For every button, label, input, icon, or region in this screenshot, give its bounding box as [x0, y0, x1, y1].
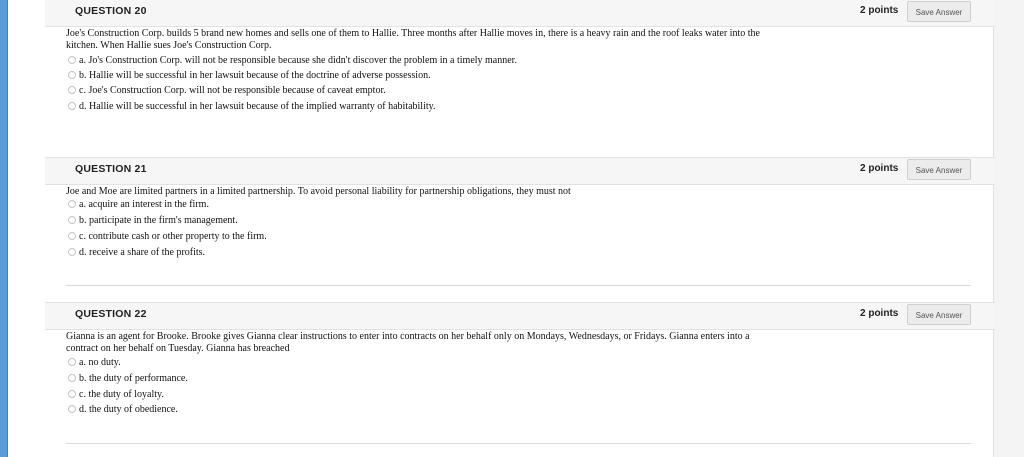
question-title: QUESTION 20: [75, 5, 147, 17]
right-scroll-area[interactable]: [993, 0, 1024, 457]
question-header: [45, 157, 995, 185]
option-label: a. no duty.: [79, 357, 121, 368]
answer-option-b[interactable]: [68, 69, 431, 83]
radio-button[interactable]: [68, 71, 76, 79]
radio-button[interactable]: [68, 358, 76, 366]
radio-button[interactable]: [68, 405, 76, 413]
radio-button[interactable]: [68, 374, 76, 382]
question-title: QUESTION 21: [75, 163, 147, 175]
question-header: [45, 302, 995, 330]
save-answer-button[interactable]: Save Answer: [907, 1, 971, 22]
radio-button[interactable]: [68, 56, 76, 64]
option-label: c. Joe's Construction Corp. will not be responsible because of caveat emptor.: [79, 85, 386, 96]
question-title: QUESTION 22: [75, 308, 147, 320]
option-label: a. Jo's Construction Corp. will not be responsible because she didn't discover the problem in a timely manner.: [79, 55, 517, 66]
answer-option-a[interactable]: [68, 356, 121, 370]
option-label: d. Hallie will be successful in her lawsuit because of the implied warranty of habitability.: [79, 101, 436, 112]
radio-button[interactable]: [68, 216, 76, 224]
radio-button[interactable]: [68, 200, 76, 208]
option-label: b. participate in the firm's management.: [79, 215, 238, 226]
left-frame-bar: [0, 0, 8, 457]
answer-option-d[interactable]: [68, 100, 435, 114]
question-points: 2 points: [860, 5, 899, 16]
answer-option-c[interactable]: [68, 388, 164, 402]
answer-option-c[interactable]: [68, 230, 267, 244]
option-label: c. the duty of loyalty.: [79, 389, 164, 400]
option-label: a. acquire an interest in the firm.: [79, 199, 209, 210]
answer-option-b[interactable]: [68, 214, 238, 228]
option-label: b. Hallie will be successful in her lawsuit because of the doctrine of adverse possession.: [79, 70, 431, 81]
radio-button[interactable]: [68, 102, 76, 110]
option-label: d. receive a share of the profits.: [79, 247, 206, 258]
radio-button[interactable]: [68, 390, 76, 398]
option-label: d. the duty of obedience.: [79, 404, 178, 415]
radio-button[interactable]: [68, 248, 76, 256]
question-text: Gianna is an agent for Brooke. Brooke gives Gianna clear instructions to enter into contracts on her behalf only on Mondays, Wednesdays, or Fridays. Gianna enters into a contract on her behalf on Tuesday. Gianna has breached: [66, 331, 750, 354]
option-label: c. contribute cash or other property to the firm.: [79, 231, 267, 242]
question-points: 2 points: [860, 308, 899, 319]
option-label: b. the duty of performance.: [79, 373, 188, 384]
answer-option-d[interactable]: [68, 246, 205, 260]
question-text: Joe's Construction Corp. builds 5 brand new homes and sells one of them to Hallie. Three months after Hallie moves in, there is a heavy rain and the roof leaks water into the kitchen. When Hallie sues Joe's Construction Corp.: [66, 28, 760, 51]
answer-option-c[interactable]: [68, 84, 386, 98]
radio-button[interactable]: [68, 232, 76, 240]
save-answer-button[interactable]: Save Answer: [907, 304, 971, 325]
answer-option-d[interactable]: [68, 403, 178, 417]
answer-option-a[interactable]: [68, 54, 517, 68]
answer-option-b[interactable]: [68, 372, 188, 386]
section-divider: [66, 285, 971, 286]
question-header: [45, 0, 995, 27]
question-text: Joe and Moe are limited partners in a limited partnership. To avoid personal liability for partnership obligations, they must not: [66, 186, 571, 197]
answer-option-a[interactable]: [68, 198, 209, 212]
save-answer-button[interactable]: Save Answer: [907, 159, 971, 180]
section-divider: [66, 443, 971, 444]
radio-button[interactable]: [68, 86, 76, 94]
question-points: 2 points: [860, 163, 899, 174]
question-list: [45, 0, 995, 457]
